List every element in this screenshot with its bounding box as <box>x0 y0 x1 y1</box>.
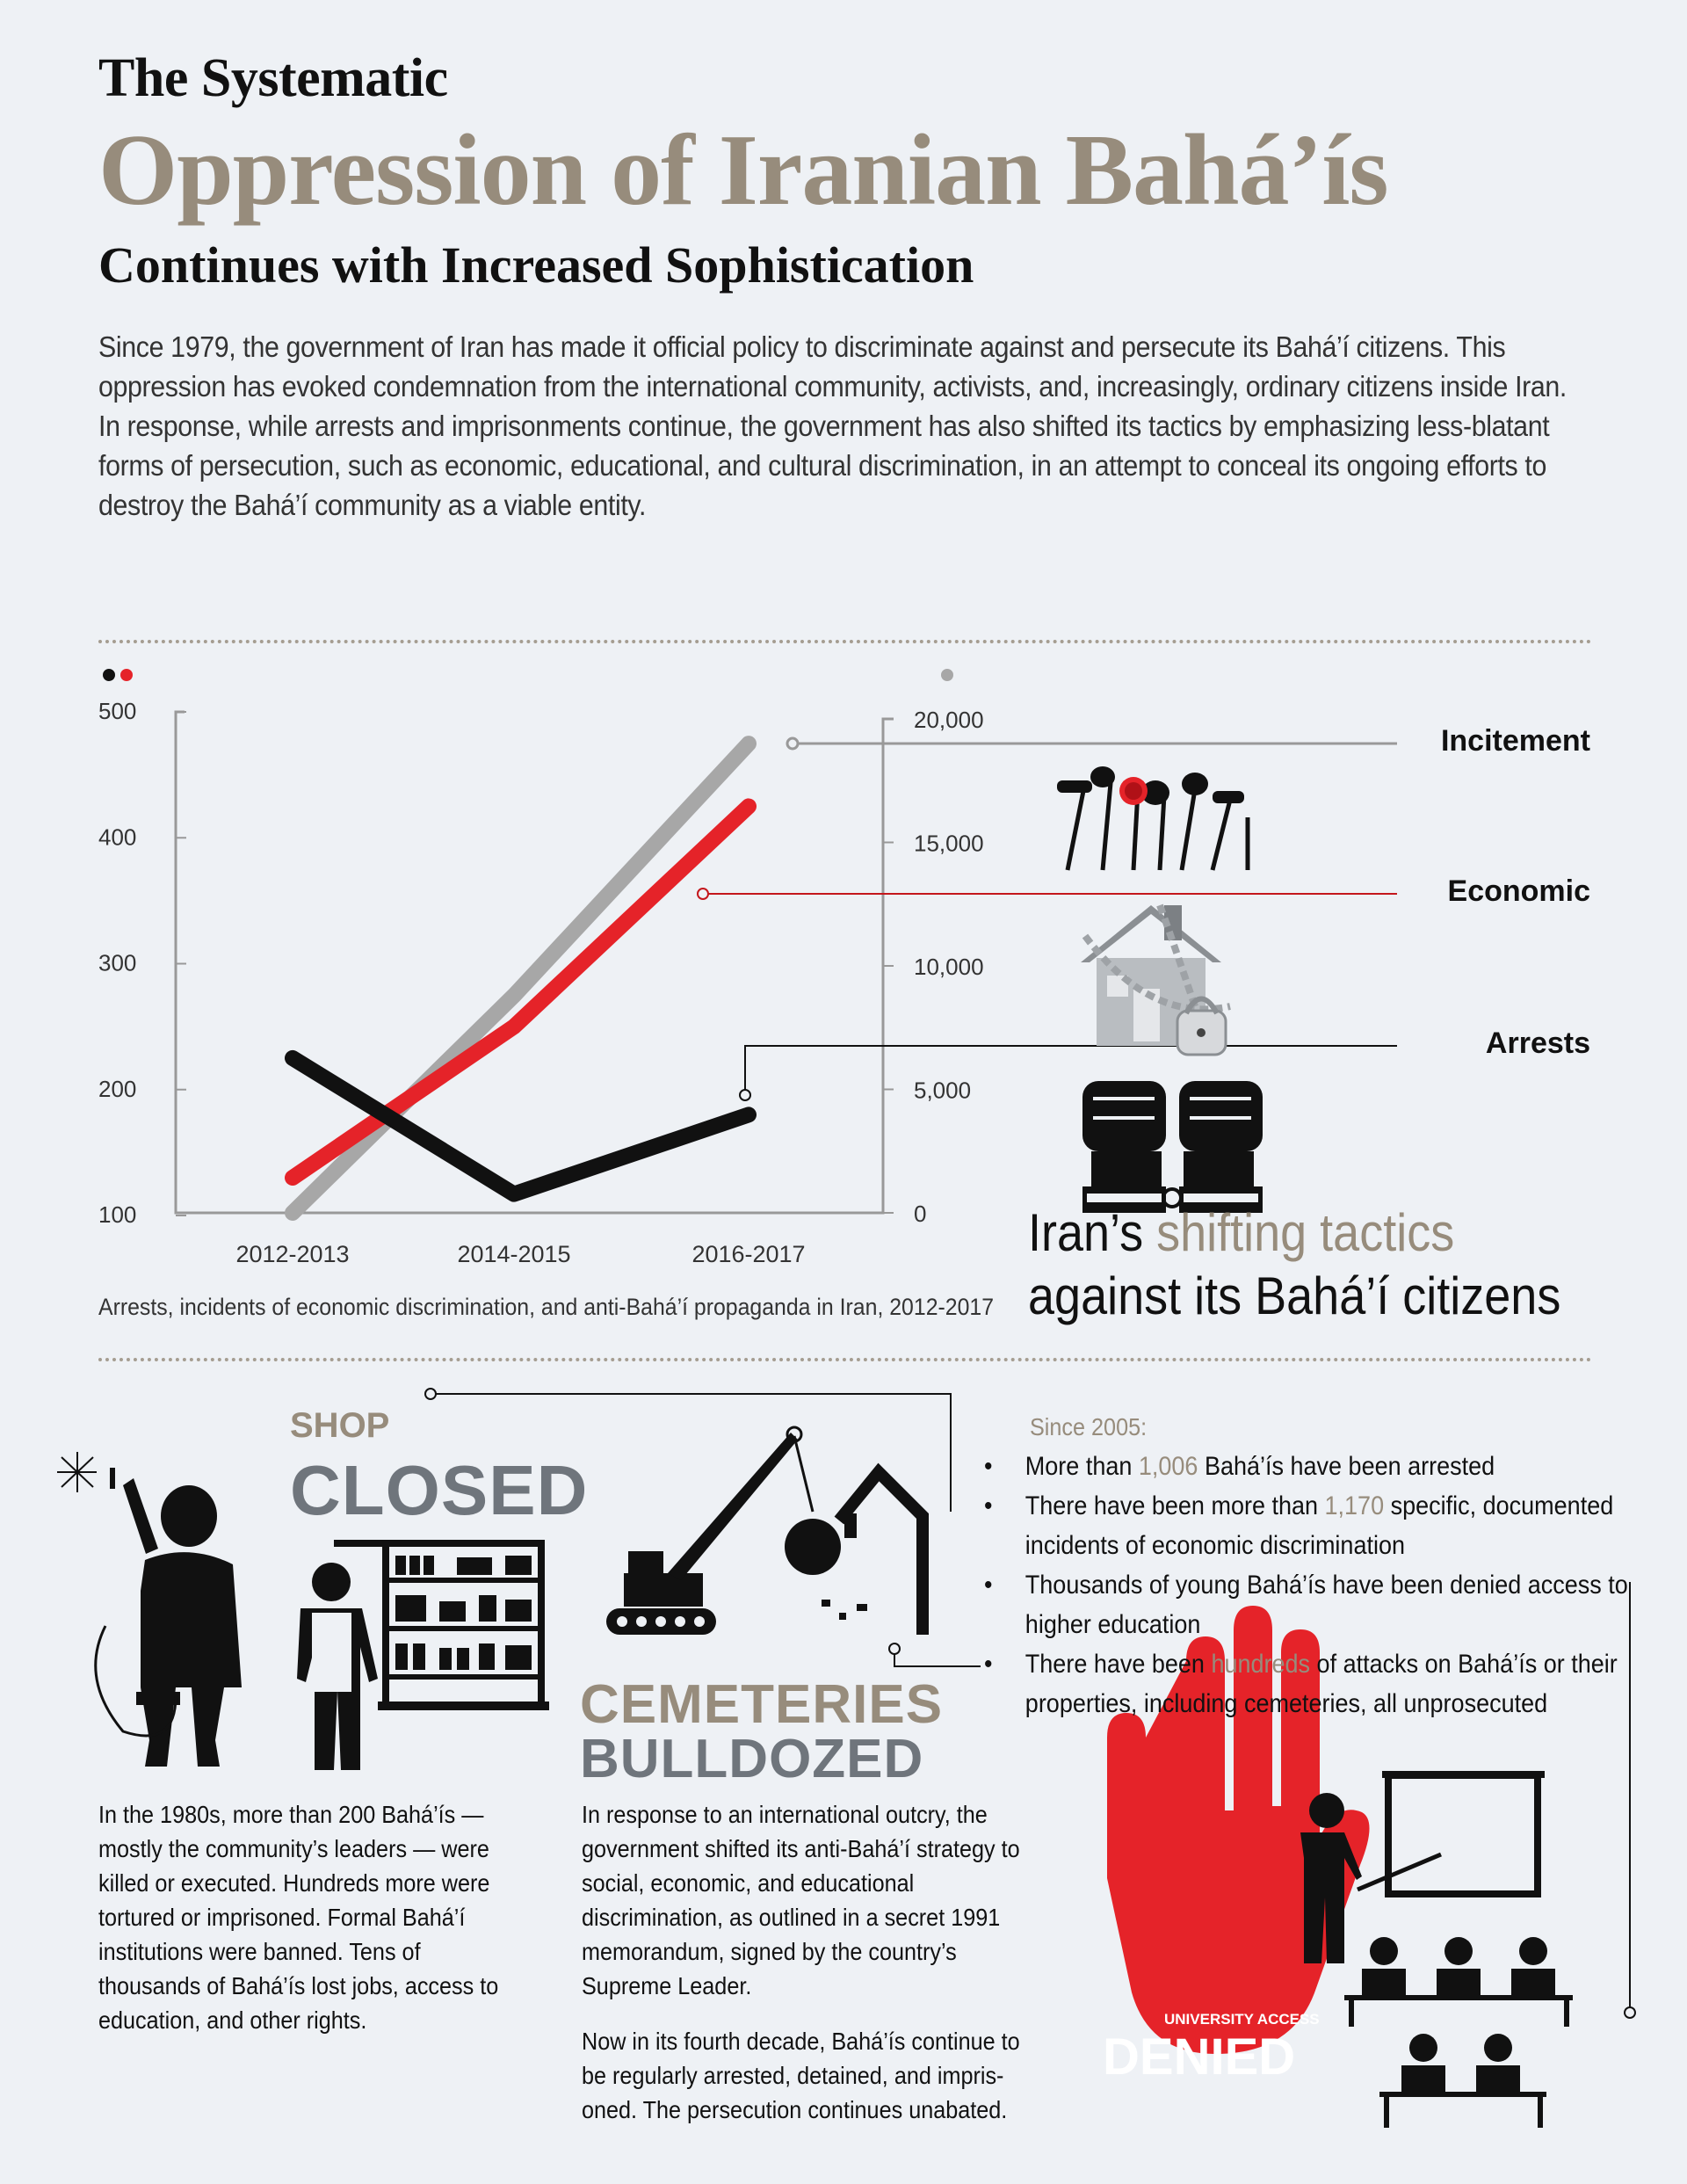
label-economic: Economic <box>1447 874 1590 908</box>
chart-caption: Arrests, incidents of economic discrimination, and anti-Bahá’í propaganda in Iran, 2012-2017 <box>98 1294 995 1320</box>
denied-small-text: UNIVERSITY ACCESS <box>1164 2011 1320 2028</box>
facts-list <box>984 1447 1669 1723</box>
microphones-icon <box>1057 766 1248 870</box>
right-tick-label: 15,000 <box>914 830 984 857</box>
bulldozed-label: BULLDOZED <box>580 1729 924 1789</box>
divider-top <box>98 640 1592 643</box>
left-tick-label: 200 <box>98 1075 137 1102</box>
welder-icon <box>57 1452 242 1767</box>
fact-text: of attacks on Bahá’ís or their properties, including cemeteries, all unprosecuted <box>1025 1650 1618 1718</box>
shop-shelves-icon <box>334 1540 549 1710</box>
label-arrests: Arrests <box>1485 1027 1590 1060</box>
shop-label-small: SHOP <box>290 1406 390 1445</box>
tactics-text: Iran’s <box>1028 1203 1157 1262</box>
cemeteries-label: CEMETERIES <box>580 1674 944 1735</box>
title-line-3: Continues with Increased Sophistication <box>98 236 974 294</box>
fact-highlight: 1,170 <box>1324 1491 1385 1520</box>
divider-bottom <box>98 1358 1592 1361</box>
tactics-highlight: shifting tactics <box>1156 1203 1455 1262</box>
fact-text: There have been more than <box>1025 1491 1325 1520</box>
text-fourth-decade: Now in its fourth decade, Bahá’ís continue to be regularly arrested, detained, and impris-oned. The persecution continues unabated. <box>582 2028 1020 2123</box>
legend-dot-arrests <box>103 669 115 681</box>
fact-text: Bahá’ís have been arrested <box>1198 1452 1495 1481</box>
since-2005-heading: Since 2005: <box>1030 1413 1148 1440</box>
legend-dot-incitement <box>941 669 953 681</box>
right-tick-label: 5,000 <box>914 1077 972 1104</box>
right-tick-label: 10,000 <box>914 954 984 980</box>
page-title: Oppression of Iranian Bahá’ís <box>98 114 1388 227</box>
right-tick-label: 0 <box>914 1201 927 1227</box>
chart-series <box>293 744 749 1213</box>
title-line-1: The Systematic <box>98 48 448 108</box>
label-incitement: Incitement <box>1440 724 1590 758</box>
locked-house-icon <box>1081 905 1230 1055</box>
right-tick-label: 20,000 <box>914 707 984 733</box>
left-tick-label: 100 <box>98 1201 137 1228</box>
wrecking-crane-icon <box>606 1427 841 1635</box>
category-label: 2014-2015 <box>457 1241 571 1267</box>
category-label: 2012-2013 <box>235 1241 350 1267</box>
list-item <box>984 1565 1666 1644</box>
fact-text: There have been <box>1025 1650 1212 1679</box>
tactics-heading-line-1 <box>1028 1202 1454 1263</box>
list-item <box>984 1486 1666 1565</box>
list-item <box>984 1644 1666 1723</box>
denied-big-text: DENIED <box>1103 2028 1296 2086</box>
fact-highlight: hundreds <box>1211 1650 1311 1679</box>
connector-lines <box>698 738 1397 1100</box>
fact-highlight: 1,006 <box>1138 1452 1198 1481</box>
left-tick-label: 400 <box>98 824 137 851</box>
intro-paragraph: Since 1979, the government of Iran has made it official policy to discriminate against and persecute its Bahá’í citizens. This oppression has evoked condemnation from the international community, activists, and, increasingly, ordinary citizens inside Iran. In response, while arrests and imprisonments continue, the government has also shifted its tactics by emphasizing less-blatant forms of persecution, such as economic, educational, and cultural discrimination, in an attempt to conceal its ongoing efforts to destroy the Bahá’í community as a viable entity. <box>98 330 1567 521</box>
list-item <box>984 1447 1666 1486</box>
fact-text: Thousands of young Bahá’ís have been denied access to higher education <box>1025 1571 1628 1639</box>
fact-text: More than <box>1025 1452 1139 1481</box>
left-tick-label: 300 <box>98 949 137 976</box>
text-1980s: In the 1980s, more than 200 Bahá’ís — mostly the community’s leaders — were killed or executed. Hundreds more were tortured or imprisoned. Formal Bahá’í institutions were banned. Tens of thousands of Bahá’ís lost jobs, access to education, and other rights. <box>98 1801 499 2034</box>
handcuffed-fists-icon <box>1082 1081 1263 1213</box>
left-tick-label: 500 <box>98 698 137 724</box>
text-response: In response to an international outcry, the government shifted its anti-Bahá’í strategy to social, economic, and educational discrimination, as outlined in a secret 1991 memorandum, signed by the country’s Supreme Leader. <box>582 1801 1020 1999</box>
shop-label-big: CLOSED <box>290 1451 589 1529</box>
shopkeeper-icon <box>297 1563 378 1770</box>
category-label: 2016-2017 <box>691 1241 806 1267</box>
legend-dot-economic <box>120 669 133 681</box>
tactics-heading-line-2: against its Bahá’í citizens <box>1028 1266 1561 1325</box>
fact-text: specific, documented incidents of economic discrimination <box>1025 1491 1614 1560</box>
